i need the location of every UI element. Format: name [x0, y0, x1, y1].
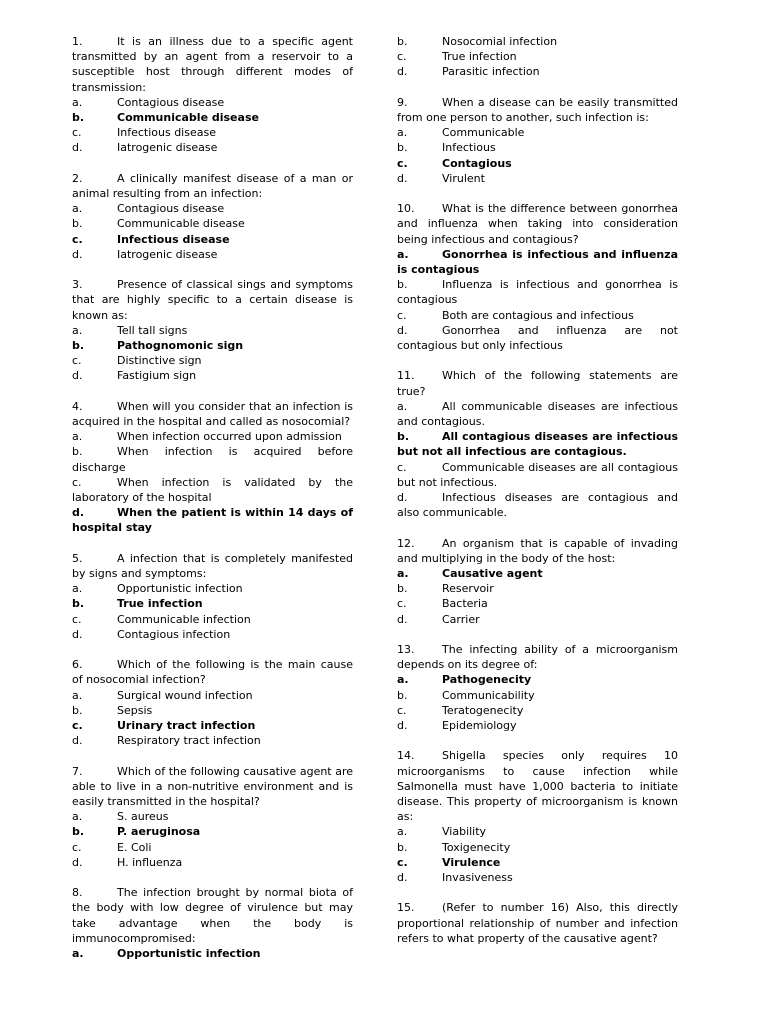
option-text: Contagious disease [117, 95, 225, 109]
option-text: Communicable infection [117, 612, 251, 626]
answer-option-correct [72, 596, 353, 611]
option-letter: c. [397, 703, 407, 717]
option-letter: b. [397, 688, 408, 702]
option-text: Communicability [442, 688, 535, 702]
option-text: Opportunistic infection [117, 947, 261, 961]
question-text: (Refer to number 16) Also, this directly proportional relationship of number and infection refers to what property of the causative agent? [397, 901, 678, 945]
option-text: When infection occurred upon admission [117, 430, 342, 444]
option-letter: c. [397, 855, 408, 869]
answer-option [397, 824, 678, 839]
option-letter: a. [72, 688, 83, 702]
question-text: What is the difference between gonorrhea and influenza when taking into consideration being infectious and contagious? [397, 202, 678, 246]
option-text: Both are contagious and infectious [442, 308, 634, 322]
option-letter: d. [72, 855, 83, 869]
option-text: Iatrogenic disease [117, 247, 218, 261]
answer-option [72, 809, 353, 824]
answer-option-correct [72, 338, 353, 353]
option-text: Viability [442, 825, 487, 839]
option-letter: b. [397, 35, 408, 48]
option-text: Contagious disease [117, 202, 225, 216]
answer-option [72, 323, 353, 338]
option-letter: d. [72, 734, 83, 748]
option-text: Causative agent [442, 567, 543, 581]
answer-option [397, 171, 678, 186]
option-letter: b. [397, 582, 408, 596]
question-block [397, 748, 678, 885]
question-number: 1. [72, 35, 83, 48]
option-letter: a. [72, 582, 83, 596]
option-letter: a. [397, 126, 408, 140]
option-letter: c. [72, 840, 82, 854]
question-number: 6. [72, 658, 83, 672]
question-number: 10. [397, 202, 415, 216]
option-text: Respiratory tract infection [117, 734, 261, 748]
option-letter: b. [397, 430, 410, 444]
option-text: Virulence [442, 855, 501, 869]
answer-option [397, 596, 678, 611]
option-letter: b. [72, 445, 83, 459]
answer-option-correct [72, 110, 353, 125]
option-text: Nosocomial infection [442, 35, 558, 48]
question-text: A clinically manifest disease of a man or animal resulting from an infection: [72, 171, 353, 201]
question-stem [72, 764, 353, 810]
answer-option [72, 703, 353, 718]
answer-option [72, 125, 353, 140]
answer-option [397, 399, 678, 429]
answer-option [72, 444, 353, 474]
option-text: Communicable diseases are all contagious but not infectious. [397, 460, 678, 489]
question-stem [397, 201, 678, 247]
option-text: Invasiveness [442, 871, 513, 885]
option-letter: b. [397, 278, 408, 292]
answer-option [397, 460, 678, 490]
answer-option [72, 733, 353, 748]
option-text: Infectious diseases are contagious and also communicable. [397, 491, 678, 520]
option-letter: a. [72, 810, 83, 824]
question-text: When a disease can be easily transmitted from one person to another, such infection is: [397, 95, 678, 124]
option-letter: d. [397, 323, 408, 337]
question-text: The infecting ability of a microorganism depends on its degree of: [397, 643, 678, 672]
question-text: Which of the following causative agent are able to live in a non-nutritive environment and is easily transmitted in the hospital? [72, 764, 353, 809]
option-text: Carrier [442, 612, 480, 626]
answer-option [397, 308, 678, 323]
option-text: Surgical wound infection [117, 688, 253, 702]
option-text: Pathognomonic sign [117, 339, 244, 353]
question-stem [72, 171, 353, 201]
answer-option [72, 201, 353, 216]
option-text: True infection [442, 50, 517, 64]
option-letter: a. [72, 947, 84, 961]
option-letter: b. [72, 339, 85, 353]
question-number: 3. [72, 278, 83, 292]
answer-option [397, 870, 678, 885]
answer-option [397, 140, 678, 155]
answer-option [72, 688, 353, 703]
option-text: Distinctive sign [117, 354, 202, 368]
option-letter: c. [72, 612, 82, 626]
option-letter: d. [72, 627, 83, 641]
question-block [72, 34, 353, 156]
option-text: When the patient is within 14 days of hospital stay [72, 506, 353, 535]
option-text: Contagious [442, 156, 512, 170]
question-block [397, 368, 678, 520]
option-letter: c. [72, 232, 83, 246]
answer-option-correct [72, 824, 353, 839]
option-text: Gonorrhea is infectious and influenza is contagious [397, 247, 678, 277]
question-text: Which of the following is the main cause of nosocomial infection? [72, 658, 353, 687]
question-text: An organism that is capable of invading and multiplying in the body of the host: [397, 536, 678, 565]
question-stem [397, 748, 678, 824]
option-text: All communicable diseases are infectious and contagious. [397, 399, 678, 429]
question-text: The infection brought by normal biota of the body with low degree of virulence but may take advantage when the body is immunocompromised: [72, 886, 353, 945]
answer-option [72, 216, 353, 231]
option-letter: b. [72, 111, 85, 125]
question-block [72, 764, 353, 870]
right-column [397, 34, 678, 961]
question-number: 5. [72, 551, 83, 565]
question-stem [72, 657, 353, 687]
option-letter: c. [72, 475, 82, 489]
option-letter: d. [397, 871, 408, 885]
answer-option-correct [72, 718, 353, 733]
answer-option-correct [397, 247, 678, 277]
answer-option [72, 612, 353, 627]
option-text: Toxigenecity [442, 840, 511, 854]
option-letter: d. [397, 719, 408, 733]
option-letter: a. [397, 399, 408, 413]
option-text: Teratogenecity [442, 703, 524, 717]
question-stem [72, 34, 353, 95]
question-block [397, 95, 678, 186]
option-letter: c. [397, 156, 408, 170]
option-text: Tell tall signs [117, 323, 188, 337]
option-text: True infection [117, 597, 203, 611]
option-text: Communicable [442, 126, 525, 140]
option-letter: c. [397, 50, 407, 64]
answer-option [397, 581, 678, 596]
question-block [397, 642, 678, 733]
question-number: 7. [72, 764, 83, 778]
option-text: When infection is validated by the laboratory of the hospital [72, 475, 353, 505]
option-text: E. Coli [117, 840, 152, 854]
question-block [72, 277, 353, 383]
question-text: It is an illness due to a specific agent transmitted by an agent from a reservoir to a susceptible host through different modes of transmission: [72, 35, 353, 94]
option-letter: c. [397, 308, 407, 322]
question-stem [397, 95, 678, 125]
question-block [397, 201, 678, 353]
answer-option [72, 627, 353, 642]
question-block [72, 885, 353, 961]
answer-option [72, 429, 353, 444]
option-text: Contagious infection [117, 627, 231, 641]
answer-option [397, 703, 678, 718]
question-block [397, 34, 678, 80]
option-letter: a. [72, 95, 83, 109]
question-block [397, 536, 678, 627]
question-block [397, 900, 678, 946]
answer-option [397, 612, 678, 627]
answer-option [72, 581, 353, 596]
option-letter: c. [72, 719, 83, 733]
option-letter: a. [72, 323, 83, 337]
option-text: H. influenza [117, 855, 183, 869]
question-stem [72, 551, 353, 581]
answer-option [397, 718, 678, 733]
question-text: Which of the following statements are true? [397, 369, 678, 398]
question-block [72, 171, 353, 262]
option-text: Infectious disease [117, 232, 230, 246]
question-text: A infection that is completely manifested by signs and symptoms: [72, 551, 353, 581]
option-letter: b. [72, 703, 83, 717]
answer-option-correct [397, 855, 678, 870]
option-text: Infectious [442, 141, 496, 155]
question-block [72, 551, 353, 642]
option-letter: c. [72, 354, 82, 368]
answer-option [72, 353, 353, 368]
option-text: Sepsis [117, 703, 153, 717]
answer-option [397, 49, 678, 64]
question-number: 13. [397, 643, 415, 657]
question-stem [397, 642, 678, 672]
option-letter: b. [72, 825, 85, 839]
answer-option-correct [397, 156, 678, 171]
question-text: Shigella species only requires 10 microorganisms to cause infection while Salmonella must have 1,000 bacteria to initiate disease. This property of microorganism is known as: [397, 749, 678, 824]
answer-option [72, 140, 353, 155]
answer-option-correct [72, 232, 353, 247]
answer-option [397, 277, 678, 307]
question-stem [397, 900, 678, 946]
question-stem [397, 368, 678, 398]
question-number: 14. [397, 749, 415, 763]
option-letter: d. [397, 65, 408, 79]
option-letter: a. [72, 202, 83, 216]
option-text: P. aeruginosa [117, 825, 201, 839]
option-letter: d. [72, 369, 83, 383]
option-text: Reservoir [442, 582, 494, 596]
option-text: Gonorrhea and influenza are not contagious but only infectious [397, 323, 678, 353]
question-number: 9. [397, 95, 408, 109]
question-number: 2. [72, 171, 83, 185]
question-text: Presence of classical sings and symptoms that are highly specific to a certain disease is known as: [72, 278, 353, 322]
answer-option-correct [397, 566, 678, 581]
answer-option-correct [72, 505, 353, 535]
option-letter: a. [397, 673, 409, 687]
option-text: S. aureus [117, 810, 169, 824]
option-letter: a. [397, 247, 409, 261]
question-stem [72, 885, 353, 946]
question-number: 4. [72, 399, 83, 413]
question-number: 15. [397, 901, 415, 915]
answer-option-correct [397, 672, 678, 687]
option-letter: b. [72, 597, 85, 611]
option-text: Infectious disease [117, 126, 216, 140]
option-letter: d. [72, 506, 85, 520]
option-letter: c. [72, 126, 82, 140]
answer-option-correct [397, 429, 678, 459]
option-text: Bacteria [442, 597, 488, 611]
option-letter: a. [397, 567, 409, 581]
option-letter: b. [397, 141, 408, 155]
question-block [72, 399, 353, 536]
option-text: Pathogenecity [442, 673, 532, 687]
option-text: All contagious diseases are infectious but not all infectious are contagious. [397, 430, 678, 459]
answer-option [72, 855, 353, 870]
option-text: Communicable disease [117, 217, 245, 231]
left-column [72, 34, 353, 976]
answer-option [397, 34, 678, 49]
option-text: Influenza is infectious and gonorrhea is contagious [397, 278, 678, 307]
option-text: Opportunistic infection [117, 582, 243, 596]
answer-option [72, 368, 353, 383]
answer-option [72, 475, 353, 505]
question-stem [397, 536, 678, 566]
option-letter: d. [397, 491, 408, 505]
question-number: 8. [72, 886, 83, 900]
option-letter: c. [397, 597, 407, 611]
answer-option [72, 247, 353, 262]
option-letter: a. [72, 430, 83, 444]
option-letter: b. [397, 840, 408, 854]
option-letter: d. [72, 141, 83, 155]
option-text: Communicable disease [117, 111, 259, 125]
answer-option [397, 688, 678, 703]
option-text: Parasitic infection [442, 65, 540, 79]
answer-option [397, 840, 678, 855]
question-stem [72, 399, 353, 429]
option-text: When infection is acquired before discharge [72, 445, 353, 474]
option-letter: c. [397, 460, 407, 474]
option-text: Epidemiology [442, 719, 517, 733]
answer-option [397, 323, 678, 353]
option-letter: d. [397, 612, 408, 626]
answer-option [397, 490, 678, 520]
question-stem [72, 277, 353, 323]
answer-option [72, 95, 353, 110]
option-letter: a. [397, 825, 408, 839]
option-text: Urinary tract infection [117, 719, 256, 733]
option-text: Fastigium sign [117, 369, 197, 383]
option-text: Virulent [442, 171, 485, 185]
option-text: Iatrogenic disease [117, 141, 218, 155]
answer-option [72, 840, 353, 855]
option-letter: d. [397, 171, 408, 185]
question-text: When will you consider that an infection is acquired in the hospital and called as nosocomial? [72, 399, 353, 429]
answer-option-correct [72, 946, 353, 961]
answer-option [397, 64, 678, 79]
question-block [72, 657, 353, 748]
answer-option [397, 125, 678, 140]
option-letter: d. [72, 247, 83, 261]
question-number: 12. [397, 536, 415, 550]
option-letter: b. [72, 217, 83, 231]
question-number: 11. [397, 369, 415, 383]
